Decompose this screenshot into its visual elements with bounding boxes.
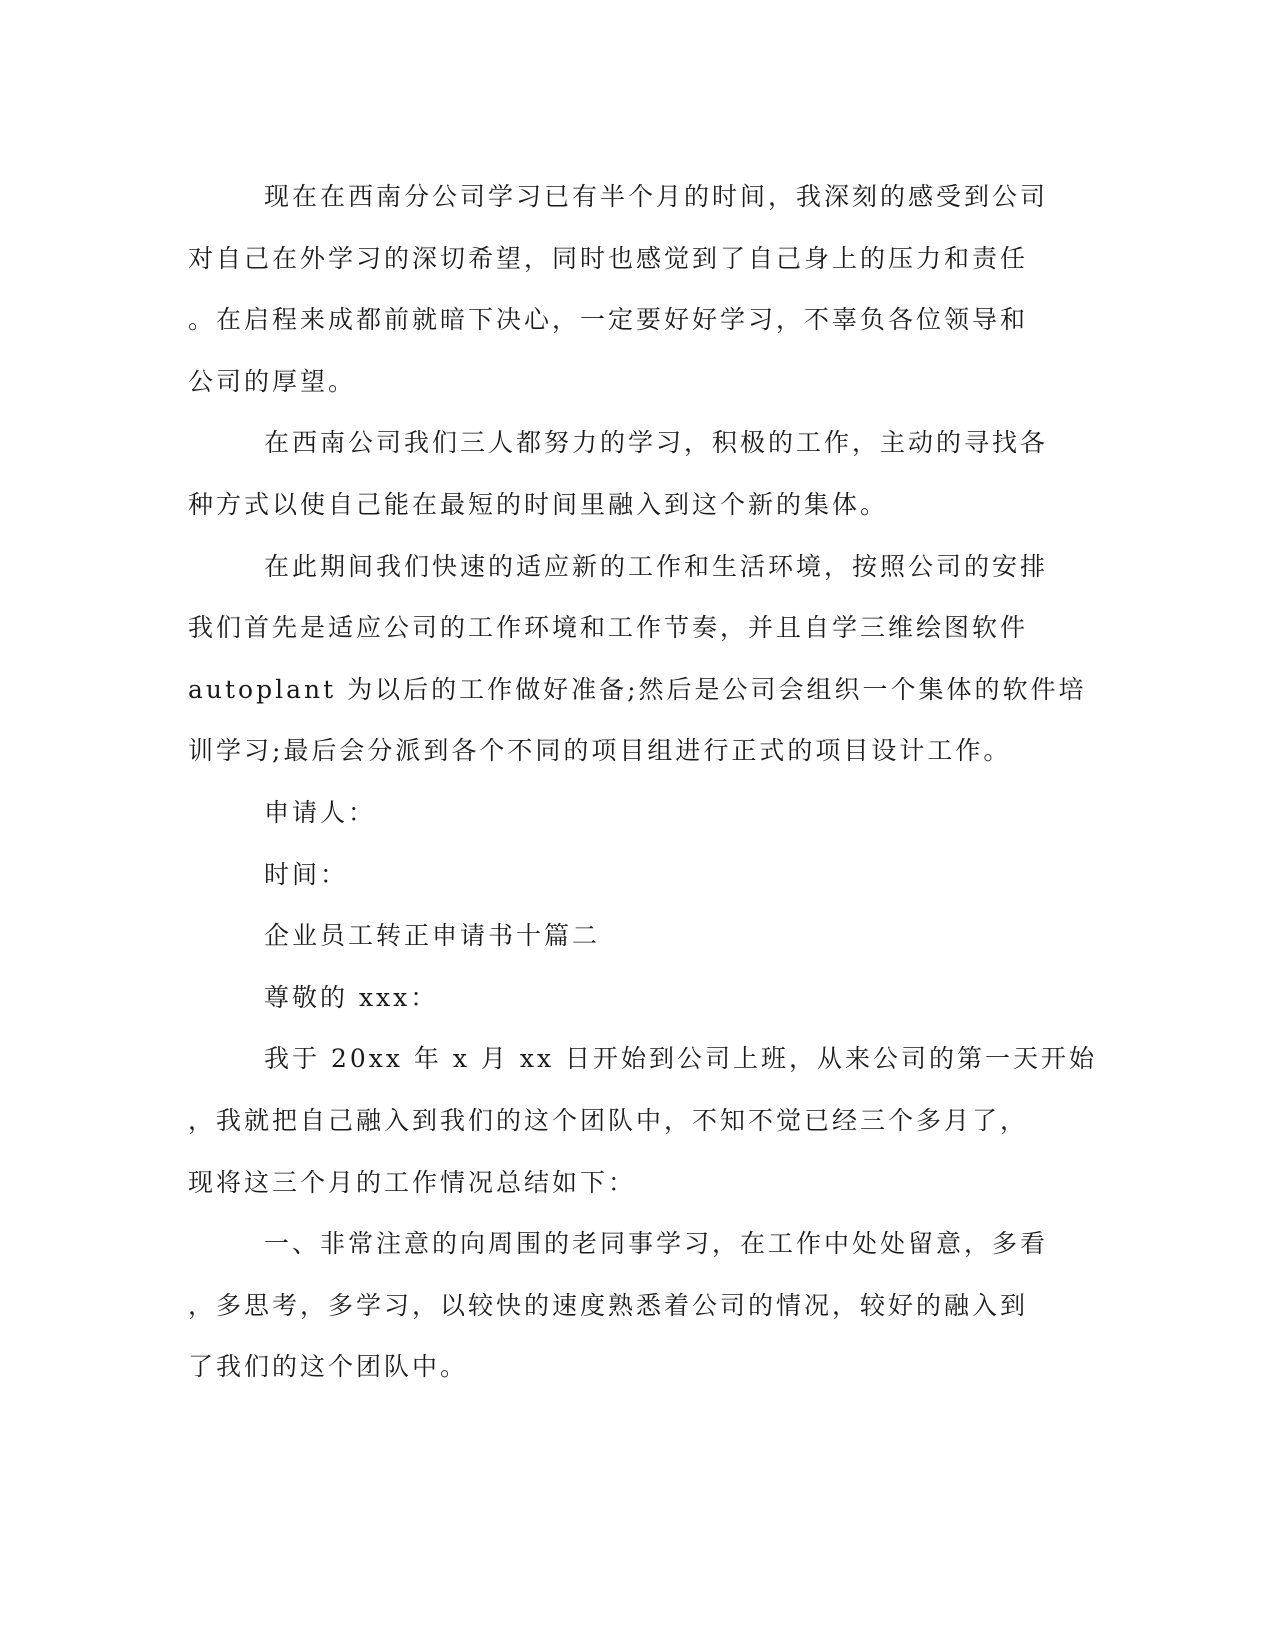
time-label: 时间： (264, 859, 349, 889)
paragraph-line: 训学习;最后会分派到各个不同的项目组进行正式的项目设计工作。 (188, 736, 1012, 766)
document-body (188, 166, 1097, 1398)
paragraph-line: autoplant 为以后的工作做好准备;然后是公司会组织一个集体的软件培 (188, 674, 1087, 704)
paragraph-line: 。在启程来成都前就暗下决心，一定要好好学习，不辜负各位领导和 (188, 305, 1029, 335)
salutation: 尊敬的 xxx： (264, 982, 439, 1012)
paragraph-line: 现在在西南分公司学习已有半个月的时间，我深刻的感受到公司 (264, 182, 1049, 211)
applicant-label: 申请人： (264, 797, 377, 827)
paragraph-line: 对自己在外学习的深切希望，同时也感觉到了自己身上的压力和责任 (188, 243, 1029, 273)
paragraph-line: 我于 20xx 年 x 月 xx 日开始到公司上班，从来公司的第一天开始 (264, 1044, 1097, 1074)
paragraph-line: 在西南公司我们三人都努力的学习，积极的工作，主动的寻找各 (264, 428, 1049, 458)
paragraph-line: 一、非常注意的向周围的老同事学习，在工作中处处留意，多看 (264, 1229, 1049, 1259)
paragraph-line: 我们首先是适应公司的工作环境和工作节奏，并且自学三维绘图软件 (188, 613, 1029, 643)
paragraph-line: 现将这三个月的工作情况总结如下： (188, 1167, 637, 1197)
paragraph-line: 了我们的这个团队中。 (188, 1352, 469, 1382)
paragraph-line: ，我就把自己融入到我们的这个团队中，不知不觉已经三个多月了， (188, 1105, 1029, 1135)
paragraph-line: 公司的厚望。 (188, 366, 357, 396)
paragraph-line: ，多思考，多学习，以较快的速度熟悉着公司的情况，较好的融入到 (188, 1290, 1029, 1320)
paragraph-line: 种方式以使自己能在最短的时间里融入到这个新的集体。 (188, 489, 889, 519)
paragraph-line: 在此期间我们快速的适应新的工作和生活环境，按照公司的安排 (264, 551, 1049, 581)
section-title: 企业员工转正申请书十篇二 (264, 921, 601, 951)
